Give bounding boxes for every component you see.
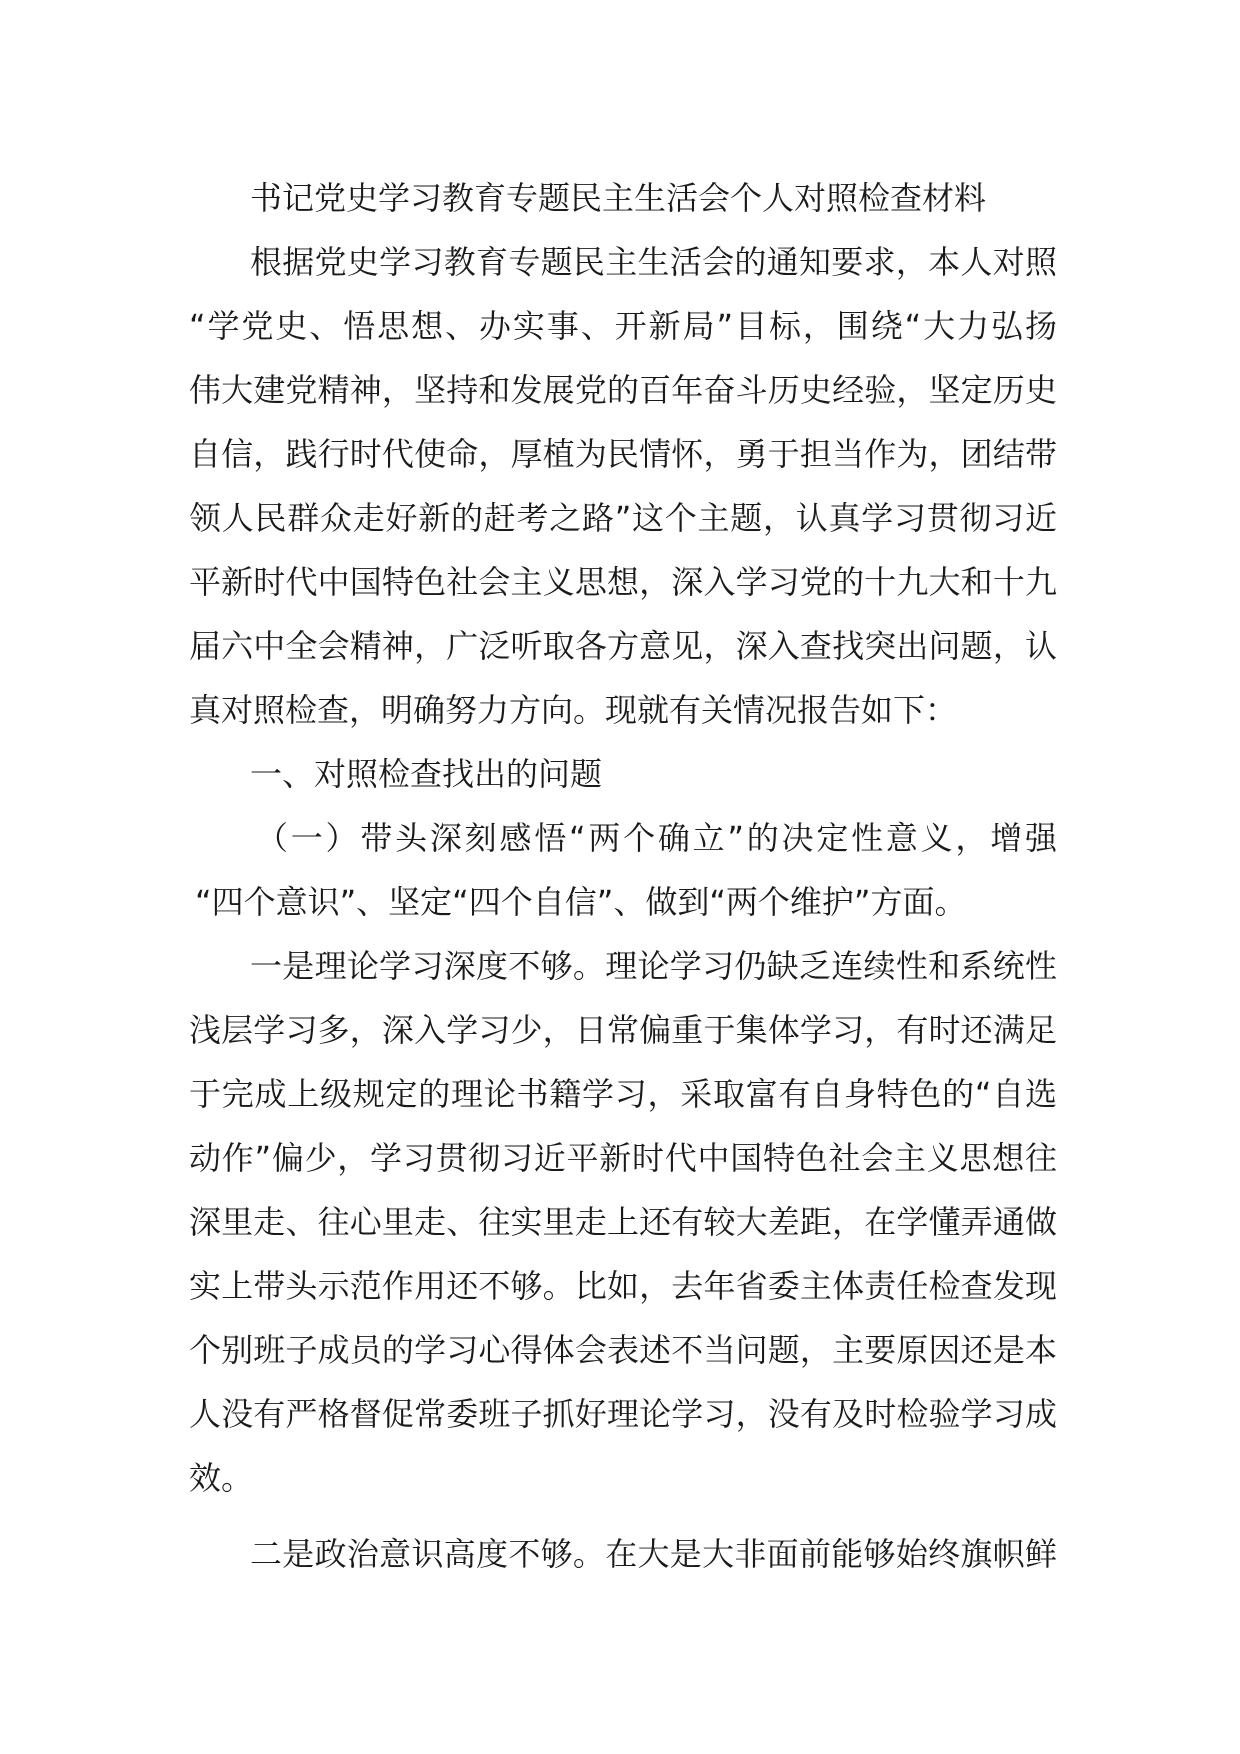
subsection-heading: （一）带头深刻感悟“两个确立”的决定性意义，增强 [256,819,1057,857]
paragraph-line: 根据党史学习教育专题民主生活会的通知要求，本人对照 [250,243,1057,281]
paragraph-line: 自信，践行时代使命，厚植为民情怀，勇于担当作为，团结带 [189,435,1057,473]
paragraph-line: 深里走、往心里走、往实里走上还有较大差距，在学懂弄通做 [189,1203,1057,1241]
paragraph-line: 届六中全会精神，广泛听取各方意见，深入查找突出问题，认 [189,627,1057,665]
paragraph-line: 效。 [189,1459,254,1497]
paragraph-line: “学党史、悟思想、办实事、开新局”目标，围绕“大力弘扬 [189,307,1057,345]
subsection-heading-cont: “四个意识”、坚定“四个自信”、做到“两个维护”方面。 [195,883,967,921]
paragraph-line: 伟大建党精神，坚持和发展党的百年奋斗历史经验，坚定历史 [189,371,1057,409]
paragraph-line: 浅层学习多，深入学习少，日常偏重于集体学习，有时还满足 [189,1011,1057,1049]
paragraph-line: 真对照检查，明确努力方向。现就有关情况报告如下： [189,691,958,729]
paragraph-line: 领人民群众走好新的赶考之路”这个主题，认真学习贯彻习近 [189,499,1057,537]
section-heading: 一、对照检查找出的问题 [250,755,603,793]
paragraph-line: 人没有严格督促常委班子抓好理论学习，没有及时检验学习成 [189,1395,1057,1433]
paragraph-line: 二是政治意识高度不够。在大是大非面前能够始终旗帜鲜 [250,1535,1057,1573]
document-title: 书记党史学习教育专题民主生活会个人对照检查材料 [250,179,987,217]
paragraph-line: 一是理论学习深度不够。理论学习仍缺乏连续性和系统性 [250,947,1057,985]
paragraph-line: 于完成上级规定的理论书籍学习，采取富有自身特色的“自选 [189,1075,1057,1113]
paragraph-line: 平新时代中国特色社会主义思想，深入学习党的十九大和十九 [189,563,1057,601]
paragraph-line: 动作”偏少，学习贯彻习近平新时代中国特色社会主义思想往 [189,1139,1057,1177]
paragraph-line: 个别班子成员的学习心得体会表述不当问题，主要原因还是本 [189,1331,1057,1369]
paragraph-line: 实上带头示范作用还不够。比如，去年省委主体责任检查发现 [189,1267,1057,1305]
